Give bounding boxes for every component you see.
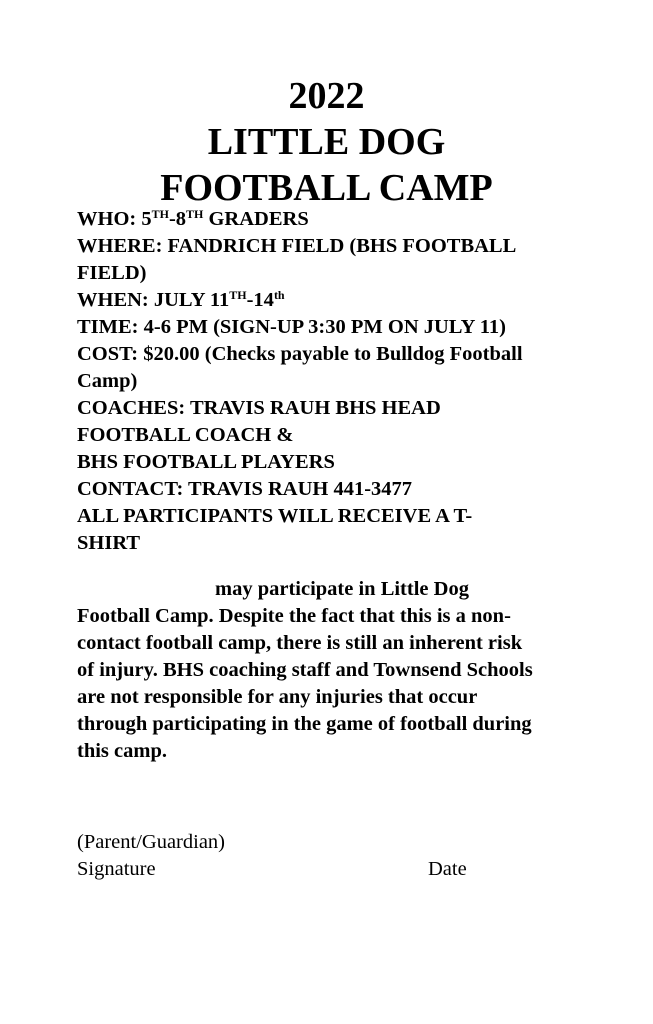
- camp-title: [0, 73, 653, 211]
- title-line-2: FOOTBALL CAMP: [160, 167, 493, 209]
- info-contact: CONTACT: TRAVIS RAUH 441-3477: [77, 478, 413, 500]
- signature-block: [77, 829, 225, 883]
- waiver-line-3: contact football camp, there is still an inherent risk: [77, 632, 523, 654]
- parent-guardian-label: (Parent/Guardian): [77, 831, 225, 853]
- info-where-line-2: FIELD): [77, 262, 147, 284]
- info-cost-line-2: Camp): [77, 370, 138, 392]
- info-coaches-line-3: BHS FOOTBALL PLAYERS: [77, 451, 335, 473]
- title-year: 2022: [288, 75, 365, 117]
- waiver-line-7: this camp.: [77, 740, 167, 762]
- info-coaches-line-1: COACHES: TRAVIS RAUH BHS HEAD: [77, 397, 441, 419]
- waiver-line-4: of injury. BHS coaching staff and Townsend Schools: [77, 659, 533, 681]
- camp-info: [77, 206, 597, 557]
- info-coaches-line-2: FOOTBALL COACH &: [77, 424, 294, 446]
- waiver-paragraph: [77, 576, 597, 765]
- info-when: WHEN: JULY 11TH-14th: [77, 288, 285, 311]
- waiver-line-5: are not responsible for any injuries that occur: [77, 686, 478, 708]
- title-line-1: LITTLE DOG: [207, 121, 446, 163]
- info-where-line-1: WHERE: FANDRICH FIELD (BHS FOOTBALL: [77, 235, 517, 257]
- info-time: TIME: 4-6 PM (SIGN-UP 3:30 PM ON JULY 11): [77, 316, 506, 338]
- info-shirt-line-2: SHIRT: [77, 532, 141, 554]
- date-label: Date: [428, 858, 467, 880]
- info-who: WHO: 5TH-8TH GRADERS: [77, 207, 309, 230]
- waiver-line-2: Football Camp. Despite the fact that this is a non-: [77, 605, 511, 627]
- waiver-line-1: may participate in Little Dog: [215, 578, 469, 600]
- waiver-line-6: through participating in the game of football during: [77, 713, 532, 735]
- info-cost-line-1: COST: $20.00 (Checks payable to Bulldog Football: [77, 343, 523, 365]
- signature-label: Signature: [77, 858, 156, 880]
- info-shirt-line-1: ALL PARTICIPANTS WILL RECEIVE A T-: [77, 505, 473, 527]
